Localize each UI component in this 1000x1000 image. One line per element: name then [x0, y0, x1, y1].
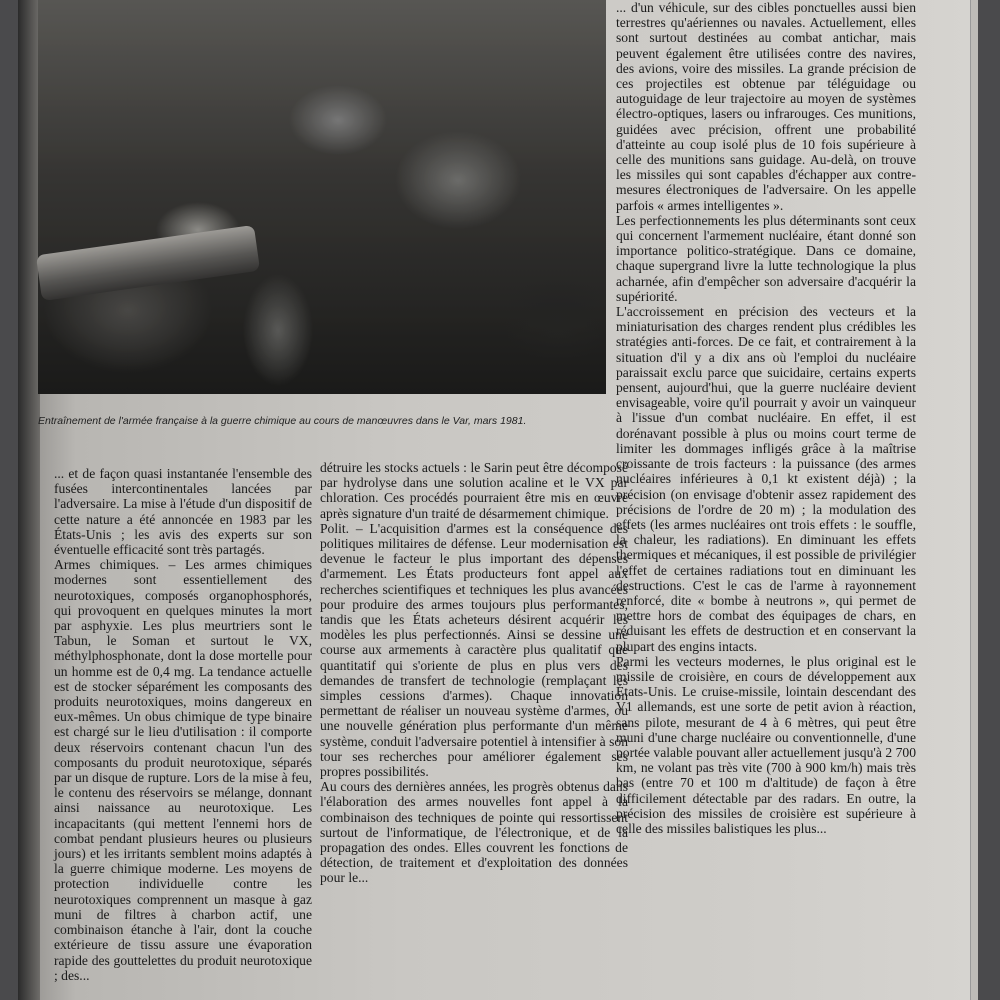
- paragraph: ... et de façon quasi instantanée l'ensemble des fusées intercontinentales lancées par l'adversaire. La mise à l'étude d'un dispositif de cette nature a été annoncée en 1983 par les États-Unis ; les avis des experts sur son éventuelle efficacité sont très partagés.: [54, 466, 312, 558]
- paragraph: Armes chimiques. – Les armes chimiques modernes sont essentiellement des neurotoxiques, composés organophosphorés, qui provoquent en quelques minutes la mort par asphyxie. Les plus meurtriers sont le Tabun, le Soman et surtout le VX, méthylphosphonate, dont la dose mortelle pour un homme est de 0,4 mg. La tendance actuelle est de stocker séparément les composants des produits neurotoxiques, moins dangereux en eux-mêmes. Un obus chimique de type binaire est chargé sur le lieu d'utilisation : il comporte deux réservoirs contenant chacun l'un des composants du produit neurotoxique, séparés par un disque de rupture. Lors de la mise à feu, le contenu des réservoirs se mélange, donnant ainsi naissance au neurotoxique. Les incapacitants (qui mettent l'ennemi hors de combat pendant plusieurs heures ou plusieurs jours) et les irritants semblent moins adaptés à la guerre chimique moderne. Les moyens de protection individuelle contre les neurotoxiques comprennent un masque à gaz muni de filtres à charbon actif, une combinaison étanche à l'air, dont la couche extérieure de tissu assure une évaporation rapide des gouttelettes du produit neurotoxique ; des...: [54, 557, 312, 983]
- paragraph: Parmi les vecteurs modernes, le plus original est le missile de croisière, en cours de développement aux États-Unis. Le cruise-missile, lointain descendant des V1 allemands, est une sorte de petit avion à réaction, sans pilote, mesurant de 4 à 6 mètres, qui peut être muni d'une charge nucléaire ou conventionnelle, d'une portée valable pouvant aller actuellement jusqu'à 2 700 km, ne volant pas très vite (700 à 900 km/h) mais très bas (entre 70 et 100 m d'altitude) de façon à être difficilement détectable par des radars. En outre, la précision des missiles de croisière est supérieure à celle des missiles balistiques les plus...: [616, 653, 916, 836]
- photograph-soldiers-chemical-gear: [38, 0, 606, 394]
- paragraph: Les perfectionnements les plus déterminants sont ceux qui concernent l'armement nucléaire, étant donné son importance politico-stratégique. Dans ce domaine, chaque supergrand livre la lutte technologique la plus acharnée, afin d'empêcher son adversaire d'acquérir la supériorité.: [616, 212, 916, 304]
- paragraph: Au cours des dernières années, les progrès obtenus dans l'élaboration des armes nouvelles font appel à la combinaison des techniques de pointe qui ressortissent surtout de l'informatique, de l'électronique, et de la propagation des ondes. Elles couvrent les fonctions de détection, de traitement et d'exploitation des données pour le...: [320, 779, 628, 886]
- paragraph: L'accroissement en précision des vecteurs et la miniaturisation des charges rendent plus crédibles les stratégies anti-forces. De ce fait, et contrairement à la situation d'il y a dix ans où l'emploi du nucléaire paraissait exclu parce que suicidaire, certains experts pensent, aujourd'hui, que la guerre nucléaire devient envisageable, voire qu'il pourrait y avoir un vainqueur à l'issue d'un combat nucléaire. En effet, il est dorénavant possible à plus ou moins court terme de limiter les dommages infligés grâce à la maîtrise croissante de trois facteurs : la puissance (des armes nucléaires inférieures à 0,1 kt existent déjà) ; la précision (on envisage d'obtenir assez rapidement des précisions de l'ordre de 20 m) ; la modulation des effets (les armes nucléaires ont trois effets : le souffle, la chaleur, les radiations). En diminuant les effets thermiques et mécaniques, il est possible de privilégier l'effet de certaines radiations tout en diminuant les destructions. C'est le cas de l'arme à rayonnement renforcé, dite « bombe à neutrons », qui permet de mettre hors de combat des équipages de chars, en réduisant les effets de destruction et en conservant la plupart des engins intacts.: [616, 304, 916, 654]
- book-binding: [18, 0, 40, 1000]
- page-edge: [970, 0, 978, 1000]
- paragraph: détruire les stocks actuels : le Sarin peut être décomposé par hydrolyse dans une solution acaline et le VX par chloration. Ces procédés pourraient être mis en œuvre après signature d'un traité de désarmement chimique.: [320, 460, 628, 521]
- paragraph: Polit. – L'acquisition d'armes est la conséquence des politiques militaires de défense. Leur modernisation est devenue le facteur le plus important des dépenses d'armement. Les États producteurs font appel aux recherches scientifiques et techniques les plus avancées pour produire des armes toujours plus performantes, tandis que les États acheteurs désirent acquérir les modèles les plus perfectionnés. Ainsi se dessine une course aux armements à caractère plus qualitatif que quantitatif qui s'oriente de plus en plus vers des demandes de transfert de technologie (remplaçant les simples cessions d'armes). Chaque innovation permettant de réaliser un nouveau système d'armes, ou une nouvelle génération plus performante d'un même système, conduit l'adversaire potentiel à intensifier à son tour ses recherches pour améliorer également ses propres possibilités.: [320, 520, 628, 780]
- text-column-right: [616, 0, 916, 836]
- photo-weapon-tube: [36, 225, 260, 301]
- text-column-middle: [320, 460, 628, 886]
- text-column-left: [54, 466, 312, 983]
- paragraph: ... d'un véhicule, sur des cibles ponctuelles aussi bien terrestres qu'aériennes ou navales. Actuellement, elles sont surtout destinées au combat antichar, mais peuvent également être utilisées contre des navires, des avions, voire des missiles. La grande précision de ces projectiles est obtenue par téléguidage ou autoguidage de leur trajectoire au moyen de systèmes électro-optiques, lasers ou infrarouges. Ces munitions, guidées avec précision, offrent une probabilité d'atteinte au coup isolé plus de 10 fois supérieure à celle des munitions sans guidage. Au-delà, on trouve les missiles qui sont capables d'échapper aux contre-mesures électroniques de l'adversaire. On les appelle parfois « armes intelligentes ».: [616, 0, 916, 213]
- book-page: [18, 0, 978, 1000]
- photo-caption: Entraînement de l'armée française à la guerre chimique au cours de manœuvres dans le Var, mars 1981.: [38, 415, 527, 427]
